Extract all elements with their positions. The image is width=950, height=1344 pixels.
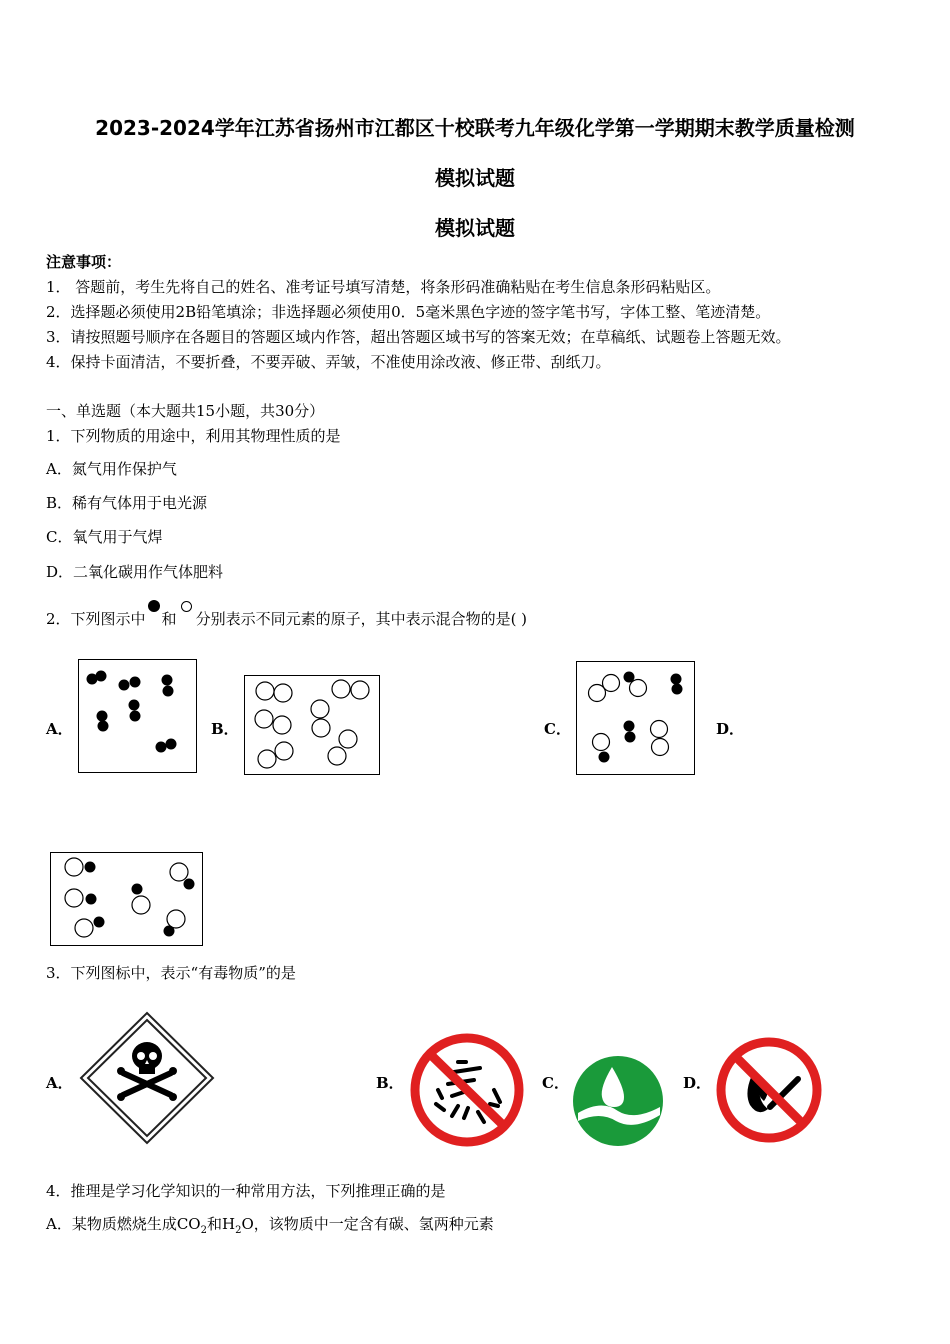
notice-heading: 注意事项： <box>46 253 122 271</box>
q2-diagram-b <box>244 675 380 775</box>
paper-title-line1: 2023-2024学年江苏省扬州市江都区十校联考九年级化学第一学期期末教学质量检测 <box>95 116 855 140</box>
no-fireworks-icon <box>408 1032 526 1148</box>
white-atom-icon <box>181 601 192 612</box>
q2-diagram-c <box>576 661 695 775</box>
q4-stem: 4．推理是学习化学知识的一种常用方法，下列推理正确的是 <box>46 1182 446 1200</box>
q4-option-a <box>46 1214 494 1241</box>
q3-label-c: C． <box>542 1074 569 1092</box>
q3-label-b: B． <box>376 1074 404 1092</box>
q2-label-c: C． <box>544 720 571 738</box>
water-saving-icon <box>572 1055 664 1147</box>
q2-label-d: D． <box>716 720 745 738</box>
q2-stem <box>46 609 527 629</box>
q3-label-d: D． <box>683 1074 712 1092</box>
q2-label-b: B． <box>211 720 239 738</box>
q3-stem: 3．下列图标中，表示“有毒物质”的是 <box>46 964 296 982</box>
q4-option-a-sub2: 2 <box>235 1225 242 1236</box>
notice-item-2: 2．选择题必须使用2B铅笔填涂；非选择题必须使用0．5毫米黑色字迹的签字笔书写，字体工整、笔迹清楚。 <box>46 303 771 321</box>
no-smoking-icon <box>714 1035 824 1145</box>
q2-stem-and: 和 <box>161 610 177 628</box>
q4-option-a-mid: 和H <box>206 1215 236 1233</box>
section-heading: 一、单选题（本大题共15小题，共30分） <box>46 402 325 420</box>
paper-title-line2: 模拟试题 <box>435 166 515 190</box>
q4-option-a-pre: A．某物质燃烧生成CO <box>46 1215 201 1233</box>
q1-stem: 1．下列物质的用途中，利用其物理性质的是 <box>46 427 341 445</box>
q1-option-d: D．二氧化碳用作气体肥料 <box>46 563 224 581</box>
q3-label-a: A． <box>46 1074 73 1092</box>
q1-option-c: C．氧气用于气焊 <box>46 528 163 546</box>
q2-stem-rest: 分别表示不同元素的原子，其中表示混合物的是( ) <box>195 610 528 628</box>
q1-option-a: A．氮气用作保护气 <box>46 460 177 478</box>
q2-diagram-d <box>50 852 203 946</box>
notice-item-4: 4．保持卡面清洁，不要折叠，不要弄破、弄皱，不准使用涂改液、修正带、刮纸刀。 <box>46 353 611 371</box>
notice-item-1: 1． 答题前，考生先将自己的姓名、准考证号填写清楚，将条形码准确粘贴在考生信息条形码粘贴区。 <box>46 278 721 296</box>
q2-diagram-a <box>78 659 197 773</box>
paper-title-line3: 模拟试题 <box>435 216 515 240</box>
q2-label-a: A． <box>46 720 73 738</box>
black-atom-icon <box>148 600 160 612</box>
toxic-substance-icon <box>79 1011 215 1145</box>
notice-item-3: 3．请按照题号顺序在各题目的答题区域内作答，超出答题区域书写的答案无效；在草稿纸、试题卷上答题无效。 <box>46 328 791 346</box>
q2-stem-num: 2．下列图示中 <box>46 610 146 628</box>
q4-option-a-sub1: 2 <box>200 1225 207 1236</box>
q1-option-b: B．稀有气体用于电光源 <box>46 494 208 512</box>
q4-option-a-post: O，该物质中一定含有碳、氢两种元素 <box>241 1215 494 1233</box>
